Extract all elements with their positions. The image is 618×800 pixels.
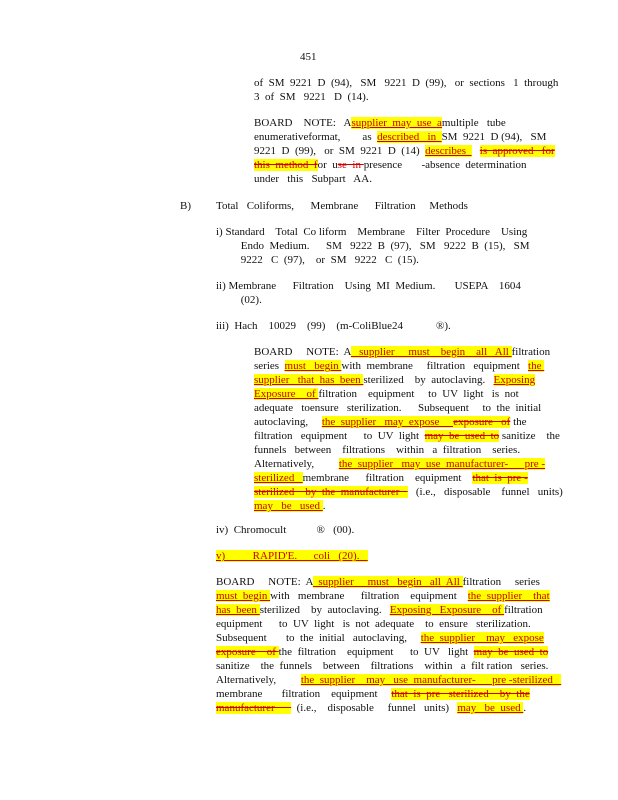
text-line	[254, 429, 563, 443]
text-run: Alternatively,	[216, 674, 301, 686]
text-run: SM 9221 D (94), SM	[441, 131, 547, 143]
text-run: ii) Membrane Filtration Using MI Medium. USEPA 1604	[216, 280, 521, 292]
text-line	[216, 549, 368, 563]
marked-text: the supplier that	[467, 590, 550, 602]
text-line	[216, 253, 530, 267]
text-line	[254, 130, 555, 144]
text-run: Subsequent to the initial autoclaving,	[216, 632, 421, 644]
text-run: (i.e., disposable funnel units)	[291, 702, 458, 714]
text-run: multiple tube	[441, 117, 506, 129]
text-line	[216, 575, 561, 589]
marked-text: v) RAPID'E. coli (20).	[216, 550, 368, 562]
text-run: membrane filtration equipment	[216, 688, 392, 700]
text-line	[254, 172, 555, 186]
text-line	[254, 415, 563, 429]
text-run: sterilized by autoclaving.	[259, 604, 390, 616]
text-run: 3 of SM 9221 D (14).	[254, 91, 369, 103]
marked-text: supplier must begin all All	[312, 576, 463, 588]
text-run: Total Coliforms, Membrane Filtration Methods	[216, 200, 468, 212]
text-run: iv) Chromocult ® (00).	[216, 524, 355, 536]
marked-text: the supplier may expose	[420, 632, 544, 644]
board-note-rapid	[216, 575, 561, 715]
marked-text: the supplier may use manufacturer- pre -	[338, 458, 546, 470]
text-line	[254, 90, 558, 104]
page-number: 451	[300, 51, 317, 63]
text-line	[216, 645, 561, 659]
marked-text: manufacturer	[216, 702, 292, 714]
marked-text: that is pre sterilized by the	[391, 688, 530, 700]
text-line	[216, 631, 561, 645]
text-run: iii) Hach 10029 (99) (m-ColiBlue24 ®).	[216, 320, 451, 332]
section-b-label: B)	[180, 200, 191, 212]
marked-text: supplier must begin all All	[350, 346, 512, 358]
text-line	[216, 659, 561, 673]
board-note-hach	[254, 345, 563, 513]
text-run: of SM 9221 D (94), SM 9221 D (99), or sections 1 through	[254, 77, 559, 89]
marked-text: described in	[377, 131, 442, 143]
marked-text: supplier that has been	[254, 374, 364, 386]
marked-text: exposure of	[216, 646, 279, 658]
marked-text: Exposing Exposure of	[389, 604, 505, 616]
sm9221-continuation	[254, 76, 558, 104]
marked-text: may be used to	[424, 430, 500, 442]
text-line	[216, 319, 451, 333]
text-run: (02).	[216, 294, 262, 306]
text-line	[216, 199, 468, 213]
marked-text: the	[528, 360, 545, 372]
text-run: or u	[317, 159, 338, 171]
text-line	[254, 359, 563, 373]
marked-text: must begin	[216, 590, 271, 602]
text-run: 9221 D (99), or SM 9221 D (14)	[254, 145, 426, 157]
marked-text: must begin	[284, 360, 342, 372]
marked-text: this method f	[254, 159, 318, 171]
text-line	[254, 485, 563, 499]
text-run: presence -absence determination	[363, 159, 527, 171]
marked-text: sterilized by the manufacturer	[254, 486, 408, 498]
text-line	[254, 158, 555, 172]
text-run: BOARD NOTE: A	[254, 117, 352, 129]
text-line	[254, 471, 563, 485]
text-line	[254, 116, 555, 130]
text-line	[216, 239, 530, 253]
marked-text: may be used	[457, 702, 524, 714]
text-line	[216, 589, 561, 603]
item-v	[216, 549, 368, 563]
item-ii	[216, 279, 521, 307]
text-line	[216, 603, 561, 617]
marked-text: sterilized	[254, 472, 303, 484]
text-run: filtration equipment to UV light is not	[318, 388, 519, 400]
text-run: filtration	[504, 604, 543, 616]
marked-text: is approved for	[479, 145, 555, 157]
text-run: filtration	[511, 346, 551, 358]
text-run: Alternatively,	[254, 458, 339, 470]
text-run: membrane filtration equipment	[302, 472, 473, 484]
text-run	[472, 145, 480, 157]
text-line	[216, 617, 561, 631]
marked-text: has been	[216, 604, 260, 616]
text-run: equipment to UV light is not adequate to ensure sterilization.	[216, 618, 531, 630]
text-line	[216, 293, 521, 307]
text-line	[254, 144, 555, 158]
text-run: with membrane filtration equipment	[341, 360, 529, 372]
text-run: 9222 C (97), or SM 9222 C (15).	[216, 254, 419, 266]
text-line	[254, 387, 563, 401]
text-run: Endo Medium. SM 9222 B (97), SM 9222 B (15), SM	[216, 240, 530, 252]
text-run: the	[510, 416, 527, 428]
text-run: funnels between filtrations within a filtration series.	[254, 444, 521, 456]
text-line	[216, 225, 530, 239]
text-run: (i.e., disposable funnel units)	[407, 486, 563, 498]
text-run: series	[254, 360, 285, 372]
text-run: sanitize the funnels between filtrations within a filt ration series.	[216, 660, 549, 672]
section-b-heading	[216, 199, 468, 213]
text-run: filtration equipment to UV light	[254, 430, 425, 442]
text-run: sterilized by autoclaving.	[363, 374, 494, 386]
text-line	[216, 523, 354, 537]
marked-text: Exposing	[493, 374, 536, 386]
text-line	[216, 687, 561, 701]
text-run: filtration series	[462, 576, 540, 588]
marked-text: s	[351, 117, 356, 129]
marked-text: the supplier may use manufacturer- pre -sterilized	[300, 674, 562, 686]
text-line	[254, 499, 563, 513]
marked-text: Exposure of	[254, 388, 319, 400]
text-run: with membrane filtration equipment	[270, 590, 468, 602]
text-run: autoclaving,	[254, 416, 322, 428]
item-iv	[216, 523, 354, 537]
text-line	[254, 401, 563, 415]
text-line	[254, 373, 563, 387]
text-run: BOARD NOTE: A	[254, 346, 351, 358]
marked-text: se in	[337, 159, 364, 171]
text-run: .	[322, 500, 326, 512]
text-run: BOARD NOTE: A	[216, 576, 313, 588]
text-line	[216, 673, 561, 687]
marked-text: exposure of	[453, 416, 511, 428]
marked-text: may be used to	[473, 646, 549, 658]
text-line	[216, 279, 521, 293]
text-run: the filtration equipment to UV light	[278, 646, 474, 658]
text-line	[254, 443, 563, 457]
text-run: enumerativeformat, as	[254, 131, 378, 143]
text-line	[254, 76, 558, 90]
text-run: .	[523, 702, 527, 714]
text-run: i) Standard Total Co liform Membrane Filter Procedure Using	[216, 226, 528, 238]
text-run: under this Subpart AA.	[254, 173, 372, 185]
marked-text: the supplier may expose	[321, 416, 454, 428]
marked-text: that is pre -	[472, 472, 528, 484]
text-line	[254, 457, 563, 471]
text-run: sanitize the	[499, 430, 560, 442]
item-i	[216, 225, 530, 267]
item-iii	[216, 319, 451, 333]
marked-text: describes	[425, 145, 472, 157]
text-line	[216, 701, 561, 715]
marked-text: may be used	[254, 500, 323, 512]
marked-text: upplier may use a	[355, 117, 442, 129]
board-note-multiple-tube	[254, 116, 555, 186]
text-line	[254, 345, 563, 359]
text-run: adequate toensure sterilization. Subsequent to the initial	[254, 402, 542, 414]
